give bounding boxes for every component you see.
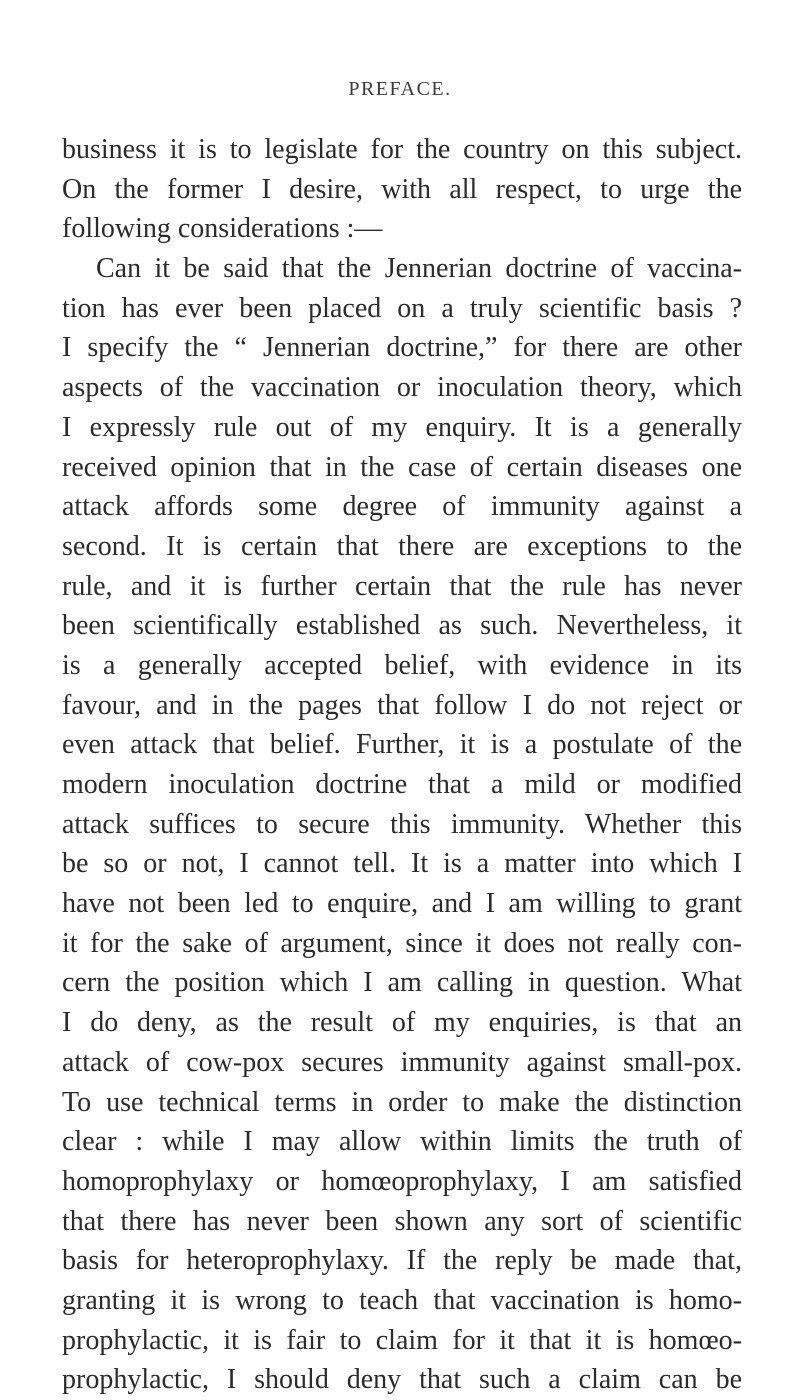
text-line: clear : while I may allow within limits the truth of [62, 1126, 742, 1158]
text-line: be so or not, I cannot tell. It is a matter into which I [62, 848, 742, 880]
text-line: is a generally accepted belief, with evidence in its [62, 649, 742, 681]
text-line: cern the position which I am calling in question. What [62, 967, 742, 999]
running-head: PREFACE. [348, 78, 452, 100]
text-line: granting it is wrong to teach that vaccination is homo- [62, 1284, 742, 1316]
text-line: I do deny, as the result of my enquiries, is that an [62, 1007, 742, 1039]
text-line: following considerations :— [62, 213, 383, 245]
text-line: it for the sake of argument, since it does not really con- [62, 927, 742, 959]
text-line: attack affords some degree of immunity against a [62, 491, 742, 523]
text-line: On the former I desire, with all respect, to urge the [62, 173, 742, 205]
text-line: To use technical terms in order to make the distinction [62, 1086, 742, 1118]
text-line: I expressly rule out of my enquiry. It is a generally [62, 411, 742, 443]
text-line: prophylactic, I should deny that such a claim can be [62, 1364, 742, 1396]
text-line: modern inoculation doctrine that a mild or modified [62, 769, 742, 800]
text-line: tion has ever been placed on a truly scientific basis ? [62, 292, 742, 324]
text-line: received opinion that in the case of certain diseases one [62, 451, 742, 483]
text-line: I specify the “ Jennerian doctrine,” for there are other [62, 332, 742, 364]
text-line: business it is to legislate for the country on this subject. [62, 134, 742, 165]
text-line: even attack that belief. Further, it is a postulate of the [62, 729, 742, 761]
text-line: attack of cow-pox secures immunity against small-pox. [62, 1046, 742, 1078]
text-line: attack suffices to secure this immunity. Whether this [62, 808, 742, 840]
text-line: that there has never been shown any sort of scientific [62, 1205, 742, 1237]
text-line: favour, and in the pages that follow I do not reject or [62, 689, 742, 721]
text-line: second. It is certain that there are exceptions to the [62, 530, 742, 562]
text-line: homoprophylaxy or homœoprophylaxy, I am satisfied [62, 1165, 742, 1197]
text-line: Can it be said that the Jennerian doctrine of vaccina- [96, 253, 742, 285]
text-line: prophylactic, it is fair to claim for it that it is homœo- [62, 1324, 742, 1356]
body-text [62, 130, 742, 1400]
text-line: have not been led to enquire, and I am willing to grant [62, 888, 742, 920]
text-line: been scientifically established as such. Nevertheless, it [62, 610, 742, 642]
text-line: basis for heteroprophylaxy. If the reply be made that, [62, 1245, 742, 1277]
text-line: aspects of the vaccination or inoculation theory, which [62, 372, 742, 404]
text-line: rule, and it is further certain that the rule has never [62, 570, 742, 602]
